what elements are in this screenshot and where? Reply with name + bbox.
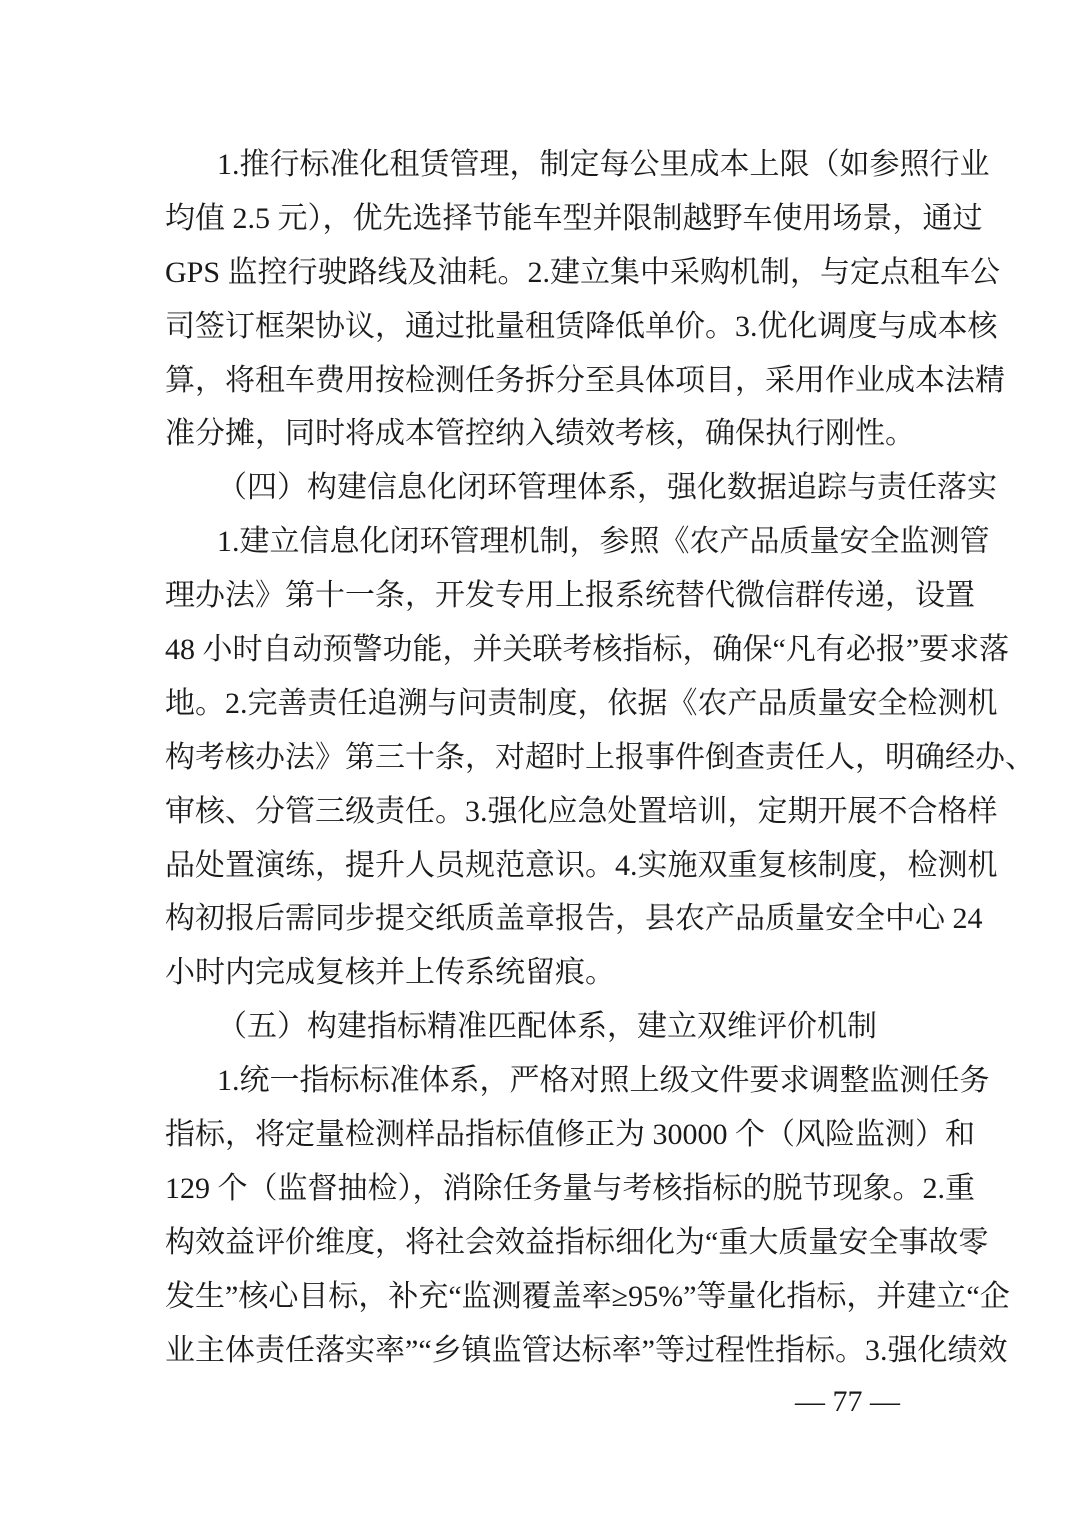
paragraph-vehicle-cost [165,138,1005,461]
text-line: 算，将租车费用按检测任务拆分至具体项目，采用作业成本法精 [165,363,1005,397]
text-line: 准分摊，同时将成本管控纳入绩效考核，确保执行刚性。 [165,417,915,451]
text-line: 1.建立信息化闭环管理机制，参照《农产品质量安全监测管 [217,525,990,559]
text-line: 1.推行标准化租赁管理，制定每公里成本上限（如参照行业 [217,148,990,181]
text-line: 理办法》第十一条，开发专用上报系统替代微信群传递，设置 [165,579,975,613]
page-number: — 77 — [795,1385,900,1418]
section-heading-5: （五）构建指标精准匹配体系，建立双维评价机制 [217,1010,877,1044]
text-line: 品处置演练，提升人员规范意识。4.实施双重复核制度，检测机 [165,848,998,882]
text-line: 构效益评价维度，将社会效益指标细化为“重大质量安全事故零 [165,1225,989,1259]
text-line: 129 个（监督抽检），消除任务量与考核指标的脱节现象。2.重 [165,1171,975,1205]
text-line: 发生”核心目标，补充“监测覆盖率≥95%”等量化指标，并建立“企 [165,1279,1010,1313]
text-line: 司签订框架协议，通过批量租赁降低单价。3.优化调度与成本核 [165,309,998,343]
text-line: 均值 2.5 元），优先选择节能车型并限制越野车使用场景，通过 [165,201,983,235]
text-line: 地。2.完善责任追溯与问责制度，依据《农产品质量安全检测机 [165,686,998,720]
text-line: 构考核办法》第三十条，对超时上报事件倒查责任人，明确经办、 [165,740,1035,774]
text-line: 构初报后需同步提交纸质盖章报告，县农产品质量安全中心 24 [165,902,983,936]
paragraph-info-closed-loop [165,515,1035,1000]
text-line: 审核、分管三级责任。3.强化应急处置培训，定期开展不合格样 [165,794,998,828]
text-line: 指标，将定量检测样品指标值修正为 30000 个（风险监测）和 [165,1118,975,1152]
text-line: 1.统一指标标准体系，严格对照上级文件要求调整监测任务 [217,1064,990,1098]
section-heading-4: （四）构建信息化闭环管理体系，强化数据追踪与责任落实 [217,471,997,505]
paragraph-indicator-matching [165,1054,1010,1377]
document-body [165,138,1035,1377]
text-line: 小时内完成复核并上传系统留痕。 [165,956,615,990]
text-line: 48 小时自动预警功能，并关联考核指标，确保“凡有必报”要求落 [165,633,1010,667]
text-line: 业主体责任落实率”“乡镇监管达标率”等过程性指标。3.强化绩效 [165,1333,1008,1367]
text-line: GPS 监控行驶路线及油耗。2.建立集中采购机制，与定点租车公 [165,255,1001,289]
